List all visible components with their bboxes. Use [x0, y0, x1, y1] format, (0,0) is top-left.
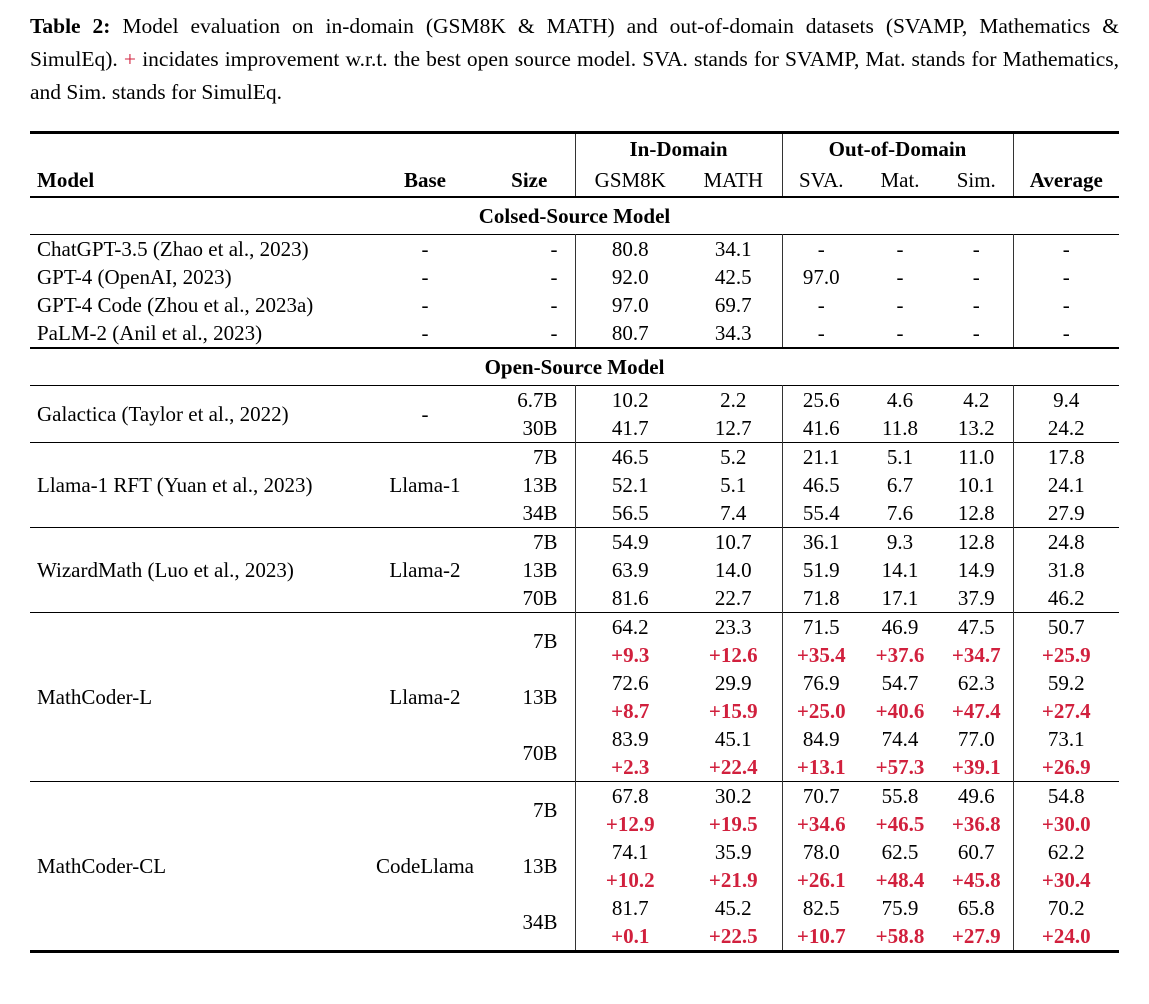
score-sim-cell: 62.3 [957, 671, 995, 695]
delta-mat-cell: +58.8 [875, 924, 925, 948]
score-math-cell: 14.0 [714, 558, 752, 582]
results-table [30, 131, 1119, 953]
base-model-cell: - [421, 237, 429, 261]
size-cell: 7B [532, 629, 558, 653]
delta-math-cell: +19.5 [708, 812, 758, 836]
header-mat: Mat. [880, 168, 920, 192]
score-sva-cell: 97.0 [782, 263, 860, 291]
header-average: Average [1013, 133, 1119, 198]
delta-sim-cell: +39.1 [951, 755, 1001, 779]
score-mat-cell: 55.8 [881, 784, 919, 808]
score-mat-cell: 62.5 [881, 840, 919, 864]
delta-sva-cell: +26.1 [782, 866, 860, 894]
score-avg-cell: 46.2 [1013, 584, 1119, 613]
score-mat-cell: 17.1 [881, 586, 919, 610]
score-sva-cell: - [782, 235, 860, 264]
size-cell: 70B [522, 741, 558, 765]
delta-mat-cell: +37.6 [875, 643, 925, 667]
size-cell: 13B [522, 473, 558, 497]
section-row [30, 348, 1119, 386]
score-gsm8k-cell: 74.1 [575, 838, 685, 866]
score-math-cell: 5.2 [720, 445, 747, 469]
delta-sva-cell: +25.0 [782, 697, 860, 725]
score-mat-cell: 46.9 [881, 615, 919, 639]
delta-mat-cell: +57.3 [875, 755, 925, 779]
score-sim-cell: 14.9 [957, 558, 995, 582]
delta-math-cell: +22.4 [708, 755, 758, 779]
score-sva-cell: - [782, 291, 860, 319]
score-gsm8k-cell: 63.9 [575, 556, 685, 584]
score-sim-cell: 11.0 [958, 445, 995, 469]
score-avg-cell: 59.2 [1013, 669, 1119, 697]
score-math-cell: 34.3 [714, 321, 752, 345]
score-sva-cell: 46.5 [782, 471, 860, 499]
base-model-cell: Llama-1 [389, 473, 461, 497]
score-sim-cell: 4.2 [963, 388, 990, 412]
delta-avg-cell: +30.0 [1013, 810, 1119, 838]
score-sva-cell: 71.8 [782, 584, 860, 613]
delta-mat-cell: +40.6 [875, 699, 925, 723]
score-avg-cell: 62.2 [1013, 838, 1119, 866]
header-out-of-domain: Out-of-Domain [782, 133, 1013, 166]
score-mat-cell: 9.3 [886, 530, 914, 554]
delta-sva-cell: +34.6 [782, 810, 860, 838]
score-gsm8k-cell: 67.8 [575, 782, 685, 811]
base-model-cell: CodeLlama [376, 854, 474, 878]
delta-sim-cell: +36.8 [951, 812, 1001, 836]
table-header [30, 133, 1119, 198]
score-avg-cell: 70.2 [1013, 894, 1119, 922]
table-row [30, 443, 1119, 472]
delta-sim-cell: +27.9 [951, 924, 1001, 948]
score-avg-cell: 17.8 [1013, 443, 1119, 472]
delta-gsm8k-cell: +12.9 [575, 810, 685, 838]
score-avg-cell: - [1013, 263, 1119, 291]
score-avg-cell: 54.8 [1013, 782, 1119, 811]
score-gsm8k-cell: 97.0 [575, 291, 685, 319]
model-name-cell: ChatGPT-3.5 (Zhao et al., 2023) [37, 237, 309, 261]
table-row [30, 613, 1119, 642]
score-mat-cell: - [896, 265, 904, 289]
base-model-cell: Llama-2 [389, 558, 461, 582]
score-gsm8k-cell: 72.6 [575, 669, 685, 697]
delta-mat-cell: +48.4 [875, 868, 925, 892]
score-sva-cell: 55.4 [782, 499, 860, 528]
score-gsm8k-cell: 52.1 [575, 471, 685, 499]
size-cell: 13B [522, 854, 558, 878]
score-math-cell: 7.4 [720, 501, 747, 525]
score-math-cell: 34.1 [714, 237, 752, 261]
score-gsm8k-cell: 54.9 [575, 528, 685, 557]
score-sim-cell: - [972, 265, 980, 289]
delta-avg-cell: +24.0 [1013, 922, 1119, 952]
score-math-cell: 10.7 [714, 530, 752, 554]
score-sim-cell: 49.6 [957, 784, 995, 808]
score-sim-cell: 65.8 [957, 896, 995, 920]
section-row [30, 197, 1119, 235]
score-math-cell: 2.2 [720, 388, 747, 412]
base-model-cell: - [421, 402, 429, 426]
model-name-cell: MathCoder-CL [37, 854, 167, 878]
section-title: Open-Source Model [484, 355, 665, 379]
score-sva-cell: 21.1 [782, 443, 860, 472]
table-row [30, 319, 1119, 348]
table-row [30, 782, 1119, 811]
score-gsm8k-cell: 64.2 [575, 613, 685, 642]
base-model-cell: Llama-2 [389, 685, 461, 709]
score-sva-cell: 41.6 [782, 414, 860, 443]
size-cell: 34B [522, 501, 558, 525]
header-in-domain: In-Domain [575, 133, 782, 166]
score-math-cell: 35.9 [714, 840, 752, 864]
score-sva-cell: 70.7 [782, 782, 860, 811]
model-name-cell: GPT-4 Code (Zhou et al., 2023a) [37, 293, 314, 317]
score-avg-cell: 24.8 [1013, 528, 1119, 557]
table-row [30, 235, 1119, 264]
score-math-cell: 69.7 [714, 293, 752, 317]
score-sim-cell: - [972, 293, 980, 317]
header-base: Base [404, 168, 446, 192]
model-name-cell: Llama-1 RFT (Yuan et al., 2023) [37, 473, 313, 497]
score-sim-cell: 10.1 [957, 473, 995, 497]
base-model-cell: - [421, 321, 429, 345]
caption-label: Table 2: [30, 14, 111, 38]
score-mat-cell: - [896, 321, 904, 345]
score-gsm8k-cell: 81.6 [575, 584, 685, 613]
table-row [30, 291, 1119, 319]
score-avg-cell: 27.9 [1013, 499, 1119, 528]
caption-plus-symbol: + [123, 47, 137, 71]
delta-sva-cell: +13.1 [782, 753, 860, 782]
score-gsm8k-cell: 83.9 [575, 725, 685, 753]
score-sim-cell: 12.8 [957, 501, 995, 525]
header-model: Model [37, 168, 95, 192]
caption-text-2: incidates improvement w.r.t. the best open source model. SVA. stands for SVAMP, Mat. stands for Mathematics, and Sim. stands for SimulEq. [30, 47, 1120, 104]
score-sva-cell: 76.9 [782, 669, 860, 697]
score-mat-cell: 74.4 [881, 727, 919, 751]
header-math: MATH [703, 168, 763, 192]
size-cell: - [550, 293, 558, 317]
size-cell: 30B [522, 416, 558, 440]
delta-sva-cell: +10.7 [782, 922, 860, 952]
score-sva-cell: 25.6 [782, 386, 860, 415]
size-cell: 7B [532, 530, 558, 554]
table-row [30, 528, 1119, 557]
score-math-cell: 5.1 [720, 473, 747, 497]
score-mat-cell: 4.6 [886, 388, 914, 412]
size-cell: - [550, 265, 558, 289]
score-avg-cell: 50.7 [1013, 613, 1119, 642]
delta-avg-cell: +27.4 [1013, 697, 1119, 725]
score-mat-cell: - [896, 237, 904, 261]
delta-mat-cell: +46.5 [875, 812, 925, 836]
size-cell: - [550, 237, 558, 261]
table-body [30, 197, 1119, 952]
delta-sim-cell: +47.4 [951, 699, 1001, 723]
delta-math-cell: +12.6 [708, 643, 758, 667]
score-math-cell: 30.2 [714, 784, 752, 808]
model-name-cell: Galactica (Taylor et al., 2022) [37, 402, 289, 426]
score-mat-cell: 6.7 [886, 473, 914, 497]
header-sim: Sim. [956, 168, 996, 192]
model-name-cell: PaLM-2 (Anil et al., 2023) [37, 321, 263, 345]
header-gsm8k: GSM8K [575, 165, 685, 197]
score-mat-cell: 14.1 [881, 558, 919, 582]
score-avg-cell: 9.4 [1013, 386, 1119, 415]
score-mat-cell: 54.7 [881, 671, 919, 695]
score-avg-cell: - [1013, 319, 1119, 348]
model-name-cell: GPT-4 (OpenAI, 2023) [37, 265, 232, 289]
table-caption [30, 10, 1119, 109]
size-cell: 13B [522, 558, 558, 582]
score-math-cell: 22.7 [714, 586, 752, 610]
caption-text-1: Model evaluation on in-domain (GSM8K & MATH) and out-of-domain datasets (SVAMP, Mathematics & SimulEq). [30, 14, 1119, 71]
score-gsm8k-cell: 10.2 [575, 386, 685, 415]
score-mat-cell: - [896, 293, 904, 317]
score-gsm8k-cell: 56.5 [575, 499, 685, 528]
score-sva-cell: 71.5 [782, 613, 860, 642]
score-avg-cell: 24.2 [1013, 414, 1119, 443]
delta-math-cell: +15.9 [708, 699, 758, 723]
delta-sim-cell: +34.7 [951, 643, 1001, 667]
score-math-cell: 23.3 [714, 615, 752, 639]
score-math-cell: 45.1 [714, 727, 752, 751]
score-mat-cell: 5.1 [886, 445, 914, 469]
score-sva-cell: 78.0 [782, 838, 860, 866]
score-sim-cell: 13.2 [957, 416, 995, 440]
size-cell: 7B [532, 445, 558, 469]
score-sva-cell: 84.9 [782, 725, 860, 753]
score-gsm8k-cell: 92.0 [575, 263, 685, 291]
score-math-cell: 45.2 [714, 896, 752, 920]
delta-gsm8k-cell: +0.1 [575, 922, 685, 952]
size-cell: 70B [522, 586, 558, 610]
size-cell: 6.7B [517, 388, 558, 412]
table-row [30, 263, 1119, 291]
model-name-cell: MathCoder-L [37, 685, 153, 709]
size-cell: - [550, 321, 558, 345]
table-row [30, 386, 1119, 415]
delta-gsm8k-cell: +10.2 [575, 866, 685, 894]
delta-avg-cell: +30.4 [1013, 866, 1119, 894]
size-cell: 34B [522, 910, 558, 934]
score-gsm8k-cell: 81.7 [575, 894, 685, 922]
header-size: Size [511, 168, 548, 192]
score-gsm8k-cell: 41.7 [575, 414, 685, 443]
base-model-cell: - [421, 265, 429, 289]
score-sim-cell: 37.9 [957, 586, 995, 610]
size-cell: 13B [522, 685, 558, 709]
score-avg-cell: - [1013, 291, 1119, 319]
section-title: Colsed-Source Model [478, 204, 671, 228]
score-gsm8k-cell: 80.8 [575, 235, 685, 264]
model-name-cell: WizardMath (Luo et al., 2023) [37, 558, 294, 582]
score-sva-cell: - [782, 319, 860, 348]
score-mat-cell: 11.8 [882, 416, 918, 440]
delta-avg-cell: +26.9 [1013, 753, 1119, 782]
score-gsm8k-cell: 46.5 [575, 443, 685, 472]
score-mat-cell: 75.9 [881, 896, 919, 920]
score-mat-cell: 7.6 [886, 501, 914, 525]
delta-avg-cell: +25.9 [1013, 641, 1119, 669]
score-sva-cell: 82.5 [782, 894, 860, 922]
delta-gsm8k-cell: +8.7 [575, 697, 685, 725]
delta-sva-cell: +35.4 [782, 641, 860, 669]
score-sim-cell: 12.8 [957, 530, 995, 554]
score-gsm8k-cell: 80.7 [575, 319, 685, 348]
delta-sim-cell: +45.8 [951, 868, 1001, 892]
score-sim-cell: - [972, 321, 980, 345]
header-row-groups [30, 133, 1119, 166]
base-model-cell: - [421, 293, 429, 317]
score-sva-cell: 36.1 [782, 528, 860, 557]
score-math-cell: 42.5 [714, 265, 752, 289]
score-avg-cell: - [1013, 235, 1119, 264]
score-sim-cell: 77.0 [957, 727, 995, 751]
size-cell: 7B [532, 798, 558, 822]
score-sva-cell: 51.9 [782, 556, 860, 584]
score-sim-cell: 47.5 [957, 615, 995, 639]
score-avg-cell: 24.1 [1013, 471, 1119, 499]
score-math-cell: 29.9 [714, 671, 752, 695]
score-avg-cell: 73.1 [1013, 725, 1119, 753]
delta-math-cell: +22.5 [708, 924, 758, 948]
header-sva: SVA. [782, 165, 860, 197]
delta-math-cell: +21.9 [708, 868, 758, 892]
delta-gsm8k-cell: +2.3 [575, 753, 685, 782]
score-sim-cell: 60.7 [957, 840, 995, 864]
score-sim-cell: - [972, 237, 980, 261]
delta-gsm8k-cell: +9.3 [575, 641, 685, 669]
score-math-cell: 12.7 [714, 416, 752, 440]
score-avg-cell: 31.8 [1013, 556, 1119, 584]
